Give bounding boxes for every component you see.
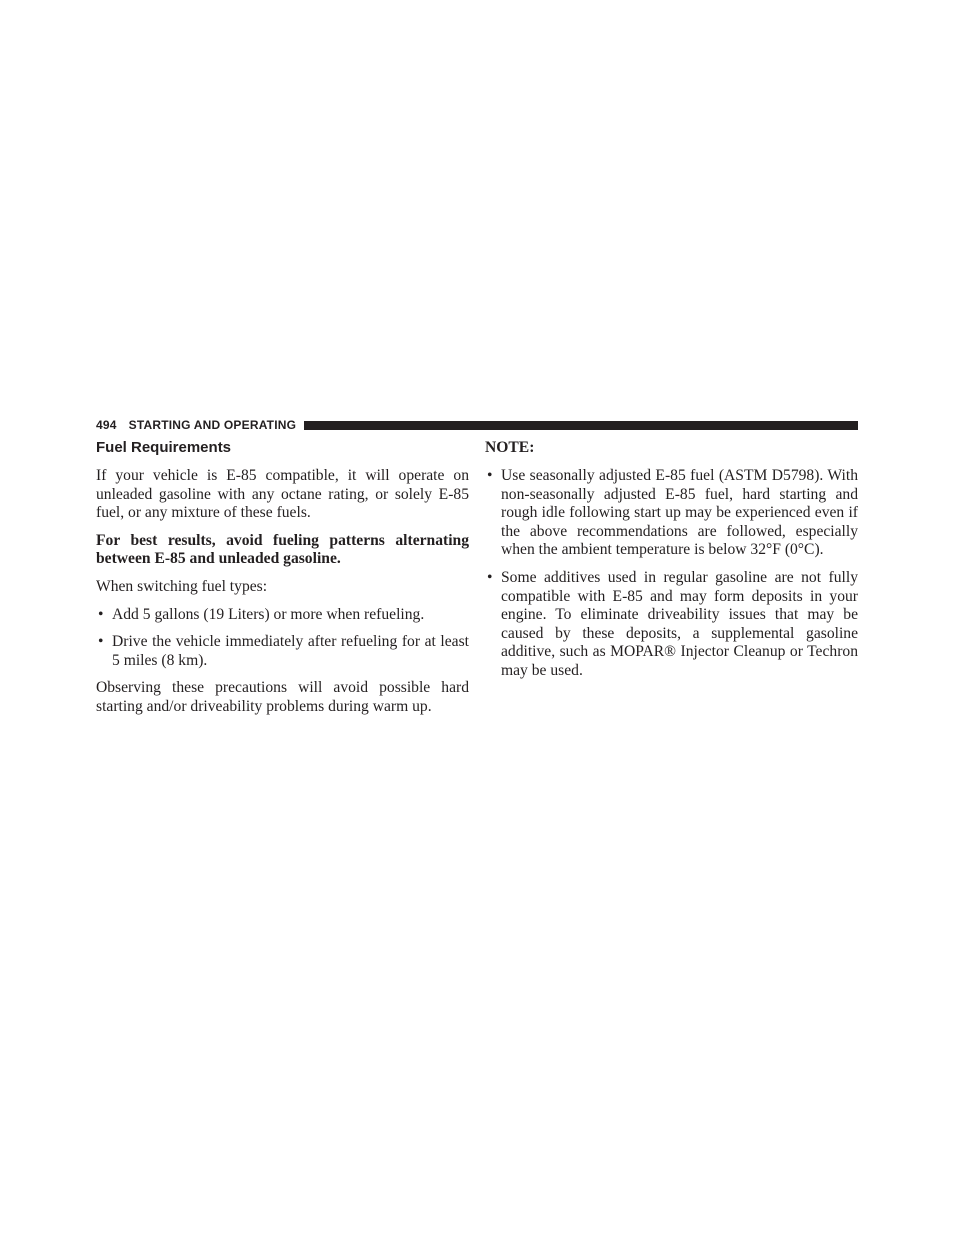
bullet-icon: • <box>487 467 493 484</box>
list-item-text: Drive the vehicle immediately after refueling for at least 5 miles (8 km). <box>112 633 469 669</box>
list-item <box>485 467 858 560</box>
emphasis-paragraph: For best results, avoid fueling patterns alternating between E-85 and unleaded gasoline. <box>96 531 469 568</box>
list-item-text: Some additives used in regular gasoline are not fully compatible with E-85 and may form deposits in your engine. To eliminate driveability issues that may be caused by these deposits, a supplemental gasoline additive, such as MOPAR® Injector Cleanup or Techron may be used. <box>501 568 858 679</box>
intro-paragraph: If your vehicle is E-85 compatible, it will operate on unleaded gasoline with any octane rating, or solely E-85 fuel, or any mixture of these fuels. <box>96 467 469 522</box>
switching-bullet-list <box>96 606 469 671</box>
page-header <box>96 417 858 433</box>
note-label: NOTE: <box>485 439 535 456</box>
closing-paragraph: Observing these precautions will avoid possible hard starting and/or driveability problems during warm up. <box>96 679 469 715</box>
header-rule <box>304 421 858 430</box>
list-item <box>485 569 858 681</box>
page-number: 494 <box>96 418 117 432</box>
list-item-text: Use seasonally adjusted E-85 fuel (ASTM D5798). With non-seasonally adjusted E-85 fuel, hard starting and rough idle following start up may be experienced even if the above recommendations are followed, especially when the ambient temperature is below 32°F (0°C). <box>501 467 858 559</box>
left-column <box>96 438 469 726</box>
list-item <box>96 633 469 670</box>
bullet-icon: • <box>98 633 104 651</box>
list-item <box>96 606 469 625</box>
switching-label: When switching fuel types: <box>96 577 268 595</box>
note-bullet-list <box>485 467 858 681</box>
list-item-text: Add 5 gallons (19 Liters) or more when refueling. <box>112 605 425 623</box>
section-title: STARTING AND OPERATING <box>128 418 297 432</box>
bullet-icon: • <box>98 605 104 623</box>
right-column <box>485 438 858 690</box>
bullet-icon: • <box>487 568 493 586</box>
fuel-requirements-heading: Fuel Requirements <box>96 439 232 456</box>
